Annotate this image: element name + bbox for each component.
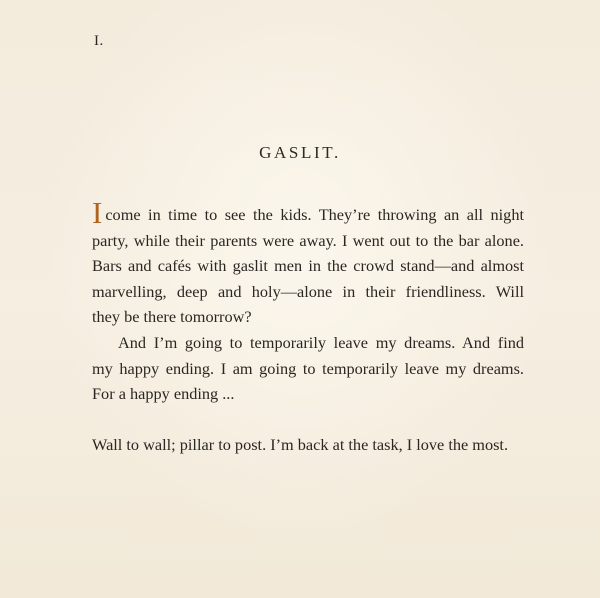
paragraph-2 [92,330,524,407]
text-line: Wall to wall; pillar to post. I’m back at the task, I love the most. [92,434,509,454]
text-line: marvelling, deep and holy—alone in their friendliness. Will [92,281,524,301]
drop-cap: I [92,195,103,230]
body-text [92,195,524,457]
text-line: For a happy ending ... [92,384,235,404]
text-line: my happy ending. I am going to temporarily leave my dreams. [92,358,524,378]
text-line: And I’m going to temporarily leave my dreams. And find [118,332,524,352]
chapter-title: GASLIT. [259,143,341,162]
text-line: they be there tomorrow? [92,307,252,327]
paragraph-3 [92,432,524,458]
text-line: party, while their parents were away. I went out to the bar alone. [92,230,524,250]
section-number: I. [94,33,104,49]
paragraph-1 [92,195,524,330]
text-line: Bars and cafés with gaslit men in the crowd stand—and almost [92,256,524,276]
text-line: Icome in time to see the kids. They’re throwing an all night [92,195,524,230]
paragraph-spacer [92,407,524,432]
